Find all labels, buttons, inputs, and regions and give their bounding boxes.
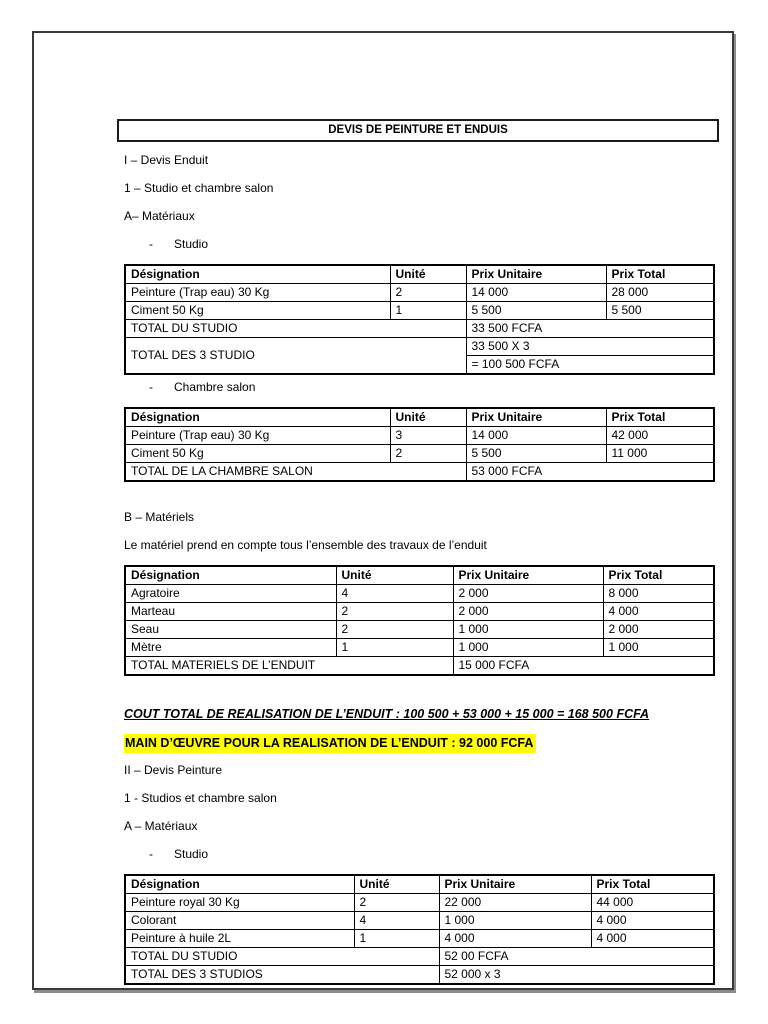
- cell-designation: Mètre: [125, 639, 336, 657]
- table-row: [125, 585, 714, 603]
- header-unite: Unité: [390, 265, 466, 284]
- table-row: [125, 284, 714, 302]
- cell-unite: 2: [336, 621, 453, 639]
- total3-value: 52 000 x 3: [439, 966, 714, 985]
- cell-prix-unitaire: 1 000: [453, 639, 603, 657]
- cell-prix-unitaire: 1 000: [453, 621, 603, 639]
- bullet-studio-peinture: [124, 846, 713, 863]
- cell-unite: 4: [336, 585, 453, 603]
- total-value: 15 000 FCFA: [453, 657, 714, 676]
- total-label: TOTAL MATERIELS DE L’ENDUIT: [125, 657, 453, 676]
- cell-designation: Marteau: [125, 603, 336, 621]
- table-chambre-enduit: [124, 407, 715, 482]
- table-header-row: [125, 265, 714, 284]
- subheading-materiaux-enduit: A– Matériaux: [124, 209, 195, 223]
- total-label: TOTAL DU STUDIO: [125, 948, 439, 966]
- subheading-studio-chambre-salon: 1 – Studio et chambre salon: [124, 181, 274, 195]
- table-studio-enduit: [124, 264, 715, 375]
- header-designation: Désignation: [125, 566, 336, 585]
- total-label: TOTAL DE LA CHAMBRE SALON: [125, 463, 466, 482]
- bullet-studio-label: Studio: [174, 237, 209, 251]
- header-prix-total: Prix Total: [591, 875, 714, 894]
- cell-unite: 1: [390, 302, 466, 320]
- table-materiels-enduit: [124, 565, 715, 676]
- total3-formula: 33 500 X 3: [466, 338, 714, 356]
- total-value: 33 500 FCFA: [466, 320, 714, 338]
- total3-label: TOTAL DES 3 STUDIOS: [125, 966, 439, 985]
- table-row: [125, 302, 714, 320]
- table-row: [125, 445, 714, 463]
- cell-designation: Seau: [125, 621, 336, 639]
- bullet-dash: -: [149, 847, 153, 861]
- document-title-box: [117, 119, 719, 142]
- subheading-materiaux-peinture: A – Matériaux: [124, 819, 198, 833]
- header-designation: Désignation: [125, 265, 390, 284]
- cell-designation: Ciment 50 Kg: [125, 302, 390, 320]
- cell-prix-total: 4 000: [603, 603, 714, 621]
- table-total-row: [125, 657, 714, 676]
- table-studio-peinture: [124, 874, 715, 985]
- table-header-row: [125, 875, 714, 894]
- header-prix-unitaire: Prix Unitaire: [466, 408, 606, 427]
- document-content: [124, 119, 713, 985]
- bullet-dash: -: [149, 237, 153, 251]
- bullet-dash: -: [149, 380, 153, 394]
- table-total-row: [125, 948, 714, 966]
- bullet-studio-label: Studio: [174, 847, 209, 861]
- cell-unite: 2: [390, 445, 466, 463]
- bullet-studio-enduit: [124, 236, 713, 253]
- table-row: [125, 427, 714, 445]
- header-prix-total: Prix Total: [603, 566, 714, 585]
- cell-unite: 3: [390, 427, 466, 445]
- header-unite: Unité: [336, 566, 453, 585]
- header-prix-unitaire: Prix Unitaire: [466, 265, 606, 284]
- heading-devis-peinture: II – Devis Peinture: [124, 763, 223, 777]
- cell-prix-total: 4 000: [591, 912, 714, 930]
- total3-label: TOTAL DES 3 STUDIO: [125, 338, 466, 375]
- total-label: TOTAL DU STUDIO: [125, 320, 466, 338]
- cell-prix-unitaire: 4 000: [439, 930, 591, 948]
- cell-unite: 2: [390, 284, 466, 302]
- subheading-materiels: B – Matériels: [124, 510, 195, 524]
- cell-unite: 2: [354, 894, 439, 912]
- main-oeuvre-highlight: MAIN D’ŒUVRE POUR LA REALISATION DE L’ENDUIT : 92 000 FCFA: [124, 734, 536, 753]
- cell-unite: 2: [336, 603, 453, 621]
- table-row: [125, 894, 714, 912]
- table-total-row: [125, 463, 714, 482]
- cell-designation: Agratoire: [125, 585, 336, 603]
- cell-prix-total: 2 000: [603, 621, 714, 639]
- bullet-chambre-salon: [124, 379, 713, 396]
- table-row: [125, 639, 714, 657]
- cell-prix-total: 28 000: [606, 284, 714, 302]
- cell-prix-total: 44 000: [591, 894, 714, 912]
- table-row: [125, 912, 714, 930]
- materiel-note: Le matériel prend en compte tous l’ensemble des travaux de l’enduit: [124, 538, 487, 552]
- cell-prix-unitaire: 5 500: [466, 302, 606, 320]
- cell-unite: 4: [354, 912, 439, 930]
- cell-prix-unitaire: 22 000: [439, 894, 591, 912]
- cell-designation: Ciment 50 Kg: [125, 445, 390, 463]
- total-value: 53 000 FCFA: [466, 463, 714, 482]
- header-designation: Désignation: [125, 408, 390, 427]
- cell-prix-unitaire: 1 000: [439, 912, 591, 930]
- total-value: 52 00 FCFA: [439, 948, 714, 966]
- cell-prix-total: 1 000: [603, 639, 714, 657]
- cell-designation: Peinture à huile 2L: [125, 930, 354, 948]
- header-prix-total: Prix Total: [606, 408, 714, 427]
- header-prix-unitaire: Prix Unitaire: [439, 875, 591, 894]
- header-designation: Désignation: [125, 875, 354, 894]
- cell-prix-total: 42 000: [606, 427, 714, 445]
- cout-total-line: COUT TOTAL DE REALISATION DE L’ENDUIT : 100 500 + 53 000 + 15 000 = 168 500 FCFA: [124, 707, 650, 721]
- cell-prix-total: 8 000: [603, 585, 714, 603]
- table-header-row: [125, 408, 714, 427]
- document-title: DEVIS DE PEINTURE ET ENDUIS: [328, 124, 508, 136]
- table-row: [125, 603, 714, 621]
- cell-designation: Peinture royal 30 Kg: [125, 894, 354, 912]
- cell-prix-unitaire: 14 000: [466, 427, 606, 445]
- cell-designation: Colorant: [125, 912, 354, 930]
- cell-designation: Peinture (Trap eau) 30 Kg: [125, 284, 390, 302]
- cell-prix-unitaire: 2 000: [453, 585, 603, 603]
- table-row: [125, 930, 714, 948]
- bullet-chambre-label: Chambre salon: [174, 380, 256, 394]
- header-unite: Unité: [390, 408, 466, 427]
- cell-prix-unitaire: 14 000: [466, 284, 606, 302]
- table-header-row: [125, 566, 714, 585]
- cell-prix-unitaire: 2 000: [453, 603, 603, 621]
- table-total3-row: [125, 338, 714, 356]
- table-total-row: [125, 320, 714, 338]
- header-unite: Unité: [354, 875, 439, 894]
- cell-unite: 1: [336, 639, 453, 657]
- cell-prix-unitaire: 5 500: [466, 445, 606, 463]
- main-oeuvre-line: [124, 735, 713, 752]
- table-total3-row: [125, 966, 714, 985]
- header-prix-unitaire: Prix Unitaire: [453, 566, 603, 585]
- header-prix-total: Prix Total: [606, 265, 714, 284]
- cell-prix-total: 4 000: [591, 930, 714, 948]
- page-border: [32, 31, 734, 990]
- cell-prix-total: 11 000: [606, 445, 714, 463]
- cell-designation: Peinture (Trap eau) 30 Kg: [125, 427, 390, 445]
- table-row: [125, 621, 714, 639]
- total3-result: = 100 500 FCFA: [466, 356, 714, 375]
- cell-unite: 1: [354, 930, 439, 948]
- cell-prix-total: 5 500: [606, 302, 714, 320]
- heading-devis-enduit: I – Devis Enduit: [124, 153, 209, 167]
- subheading-studios-chambre-salon: 1 - Studios et chambre salon: [124, 791, 277, 805]
